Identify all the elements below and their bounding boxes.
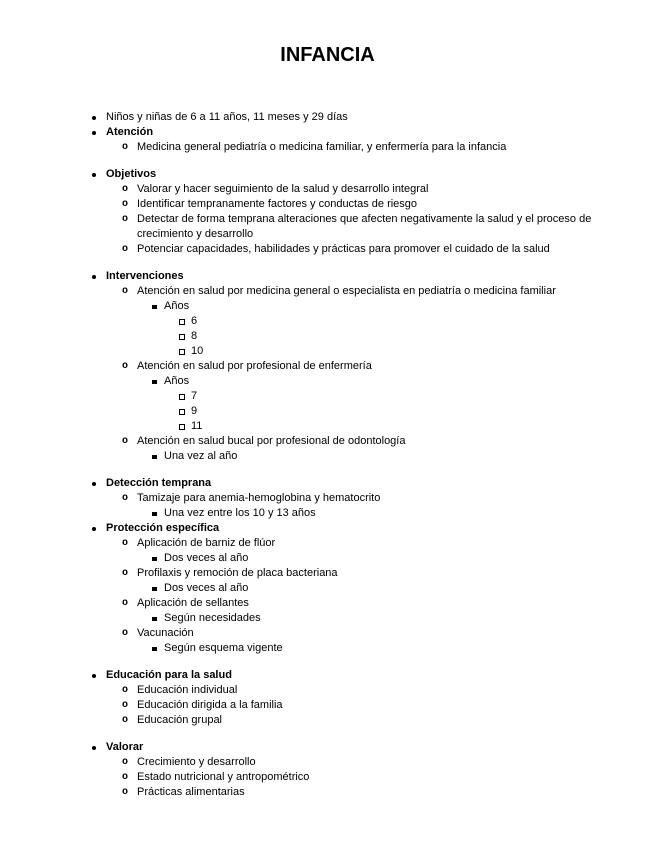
circle-o-bullet-icon <box>122 242 137 257</box>
list-item-text: 8 <box>191 330 198 342</box>
list-item-text: Una vez al año <box>164 450 238 462</box>
hollow-square-bullet-icon <box>179 419 191 430</box>
list-item <box>0 167 655 182</box>
disc-bullet-icon <box>92 476 106 486</box>
circle-o-bullet-icon <box>122 212 137 227</box>
list-item-text: Educación para la salud <box>106 669 232 681</box>
list-item <box>0 212 655 242</box>
list-item-text: Detección temprana <box>106 477 212 489</box>
list-item-text: Educación grupal <box>137 714 223 726</box>
hollow-square-bullet-icon <box>179 344 191 355</box>
hollow-square-bullet-icon <box>179 314 191 325</box>
list-item-text: Prácticas alimentarias <box>137 786 245 798</box>
list-spacer <box>0 464 655 476</box>
filled-square-bullet-icon <box>152 374 164 384</box>
circle-o-bullet-icon <box>122 284 137 299</box>
disc-bullet-icon <box>92 740 106 750</box>
circle-o-bullet-icon <box>122 566 137 581</box>
list-item-text: Crecimiento y desarrollo <box>137 756 256 768</box>
disc-bullet-icon <box>92 521 106 531</box>
list-item <box>0 344 655 359</box>
list-item-text: 9 <box>191 405 198 417</box>
list-item <box>0 299 655 314</box>
list-item-text: Aplicación de barniz de flúor <box>137 537 276 549</box>
circle-o-bullet-icon <box>122 626 137 641</box>
list-item-text: Medicina general pediatría o medicina familiar, y enfermería para la infancia <box>137 141 507 153</box>
list-item-text: Años <box>164 375 190 387</box>
filled-square-bullet-icon <box>152 506 164 516</box>
list-item-text: Según esquema vigente <box>164 642 283 654</box>
list-item-text: Valorar y hacer seguimiento de la salud y desarrollo integral <box>137 183 429 195</box>
list-item <box>0 449 655 464</box>
circle-o-bullet-icon <box>122 359 137 374</box>
list-item <box>0 596 655 611</box>
list-item <box>0 491 655 506</box>
list-item-text: Intervenciones <box>106 270 184 282</box>
filled-square-bullet-icon <box>152 551 164 561</box>
list-item <box>0 359 655 374</box>
list-item <box>0 566 655 581</box>
list-item <box>0 536 655 551</box>
circle-o-bullet-icon <box>122 197 137 212</box>
list-item <box>0 785 655 800</box>
list-spacer <box>0 728 655 740</box>
hollow-square-bullet-icon <box>179 329 191 340</box>
list-item <box>0 269 655 284</box>
list-item-text: Protección específica <box>106 522 220 534</box>
hollow-square-bullet-icon <box>179 404 191 415</box>
list-item <box>0 770 655 785</box>
filled-square-bullet-icon <box>152 299 164 309</box>
list-item-text: Atención en salud por profesional de enfermería <box>137 360 372 372</box>
circle-o-bullet-icon <box>122 770 137 785</box>
list-item-text: 10 <box>191 345 204 357</box>
filled-square-bullet-icon <box>152 641 164 651</box>
list-item-text: Profilaxis y remoción de placa bacteriana <box>137 567 338 579</box>
list-item-text: Vacunación <box>137 627 194 639</box>
list-item <box>0 182 655 197</box>
circle-o-bullet-icon <box>122 182 137 197</box>
list-item <box>0 755 655 770</box>
list-item <box>0 125 655 140</box>
list-item-text: Una vez entre los 10 y 13 años <box>164 507 316 519</box>
list-item-text: 6 <box>191 315 198 327</box>
list-item <box>0 521 655 536</box>
list-item <box>0 389 655 404</box>
circle-o-bullet-icon <box>122 536 137 551</box>
list-item <box>0 551 655 566</box>
list-item-text: Educación individual <box>137 684 238 696</box>
list-item-text: 11 <box>191 420 203 432</box>
list-item <box>0 581 655 596</box>
circle-o-bullet-icon <box>122 785 137 800</box>
list-item <box>0 626 655 641</box>
circle-o-bullet-icon <box>122 698 137 713</box>
list-item-text: Valorar <box>106 741 144 753</box>
circle-o-bullet-icon <box>122 596 137 611</box>
list-item <box>0 506 655 521</box>
list-spacer <box>0 656 655 668</box>
list-item <box>0 419 655 434</box>
list-item-text: 7 <box>191 390 198 402</box>
list-item-text: Tamizaje para anemia-hemoglobina y hematocrito <box>137 492 381 504</box>
list-item <box>0 404 655 419</box>
list-item-text: Dos veces al año <box>164 552 249 564</box>
disc-bullet-icon <box>92 125 106 135</box>
filled-square-bullet-icon <box>152 581 164 591</box>
circle-o-bullet-icon <box>122 434 137 449</box>
list-item-text: Atención en salud bucal por profesional de odontología <box>137 435 406 447</box>
circle-o-bullet-icon <box>122 140 137 155</box>
disc-bullet-icon <box>92 668 106 678</box>
hollow-square-bullet-icon <box>179 389 191 400</box>
circle-o-bullet-icon <box>122 491 137 506</box>
list-spacer <box>0 257 655 269</box>
bullet-list <box>0 110 655 800</box>
list-item-text: Detectar de forma temprana alteraciones que afecten negativamente la salud y el proceso de crecimiento y desarrollo <box>137 213 592 240</box>
list-item <box>0 740 655 755</box>
list-item <box>0 683 655 698</box>
list-item <box>0 434 655 449</box>
list-item-text: Dos veces al año <box>164 582 249 594</box>
disc-bullet-icon <box>92 269 106 279</box>
list-item-text: Identificar tempranamente factores y conductas de riesgo <box>137 198 418 210</box>
list-item-text: Según necesidades <box>164 612 261 624</box>
list-item-text: Educación dirigida a la familia <box>137 699 283 711</box>
list-item-text: Aplicación de sellantes <box>137 597 249 609</box>
list-spacer <box>0 155 655 167</box>
list-item <box>0 314 655 329</box>
disc-bullet-icon <box>92 167 106 177</box>
list-item <box>0 329 655 344</box>
filled-square-bullet-icon <box>152 611 164 621</box>
list-item <box>0 242 655 257</box>
list-item <box>0 611 655 626</box>
disc-bullet-icon <box>92 110 106 120</box>
list-item-text: Atención en salud por medicina general o especialista en pediatría o medicina familiar <box>137 285 556 297</box>
list-item <box>0 110 655 125</box>
list-item <box>0 698 655 713</box>
list-item <box>0 641 655 656</box>
circle-o-bullet-icon <box>122 683 137 698</box>
list-item <box>0 374 655 389</box>
list-item-text: Años <box>164 300 190 312</box>
list-item <box>0 197 655 212</box>
list-item <box>0 476 655 491</box>
list-item <box>0 140 655 155</box>
page-title: INFANCIA <box>280 44 375 66</box>
list-item-text: Estado nutricional y antropométrico <box>137 771 310 783</box>
list-item-text: Objetivos <box>106 168 157 180</box>
list-item <box>0 284 655 299</box>
list-item <box>0 668 655 683</box>
circle-o-bullet-icon <box>122 755 137 770</box>
list-item-text: Potenciar capacidades, habilidades y prácticas para promover el cuidado de la salud <box>137 243 550 255</box>
filled-square-bullet-icon <box>152 449 164 459</box>
list-item-text: Niños y niñas de 6 a 11 años, 11 meses y 29 días <box>106 111 348 123</box>
list-item-text: Atención <box>106 126 154 138</box>
circle-o-bullet-icon <box>122 713 137 728</box>
list-item <box>0 713 655 728</box>
